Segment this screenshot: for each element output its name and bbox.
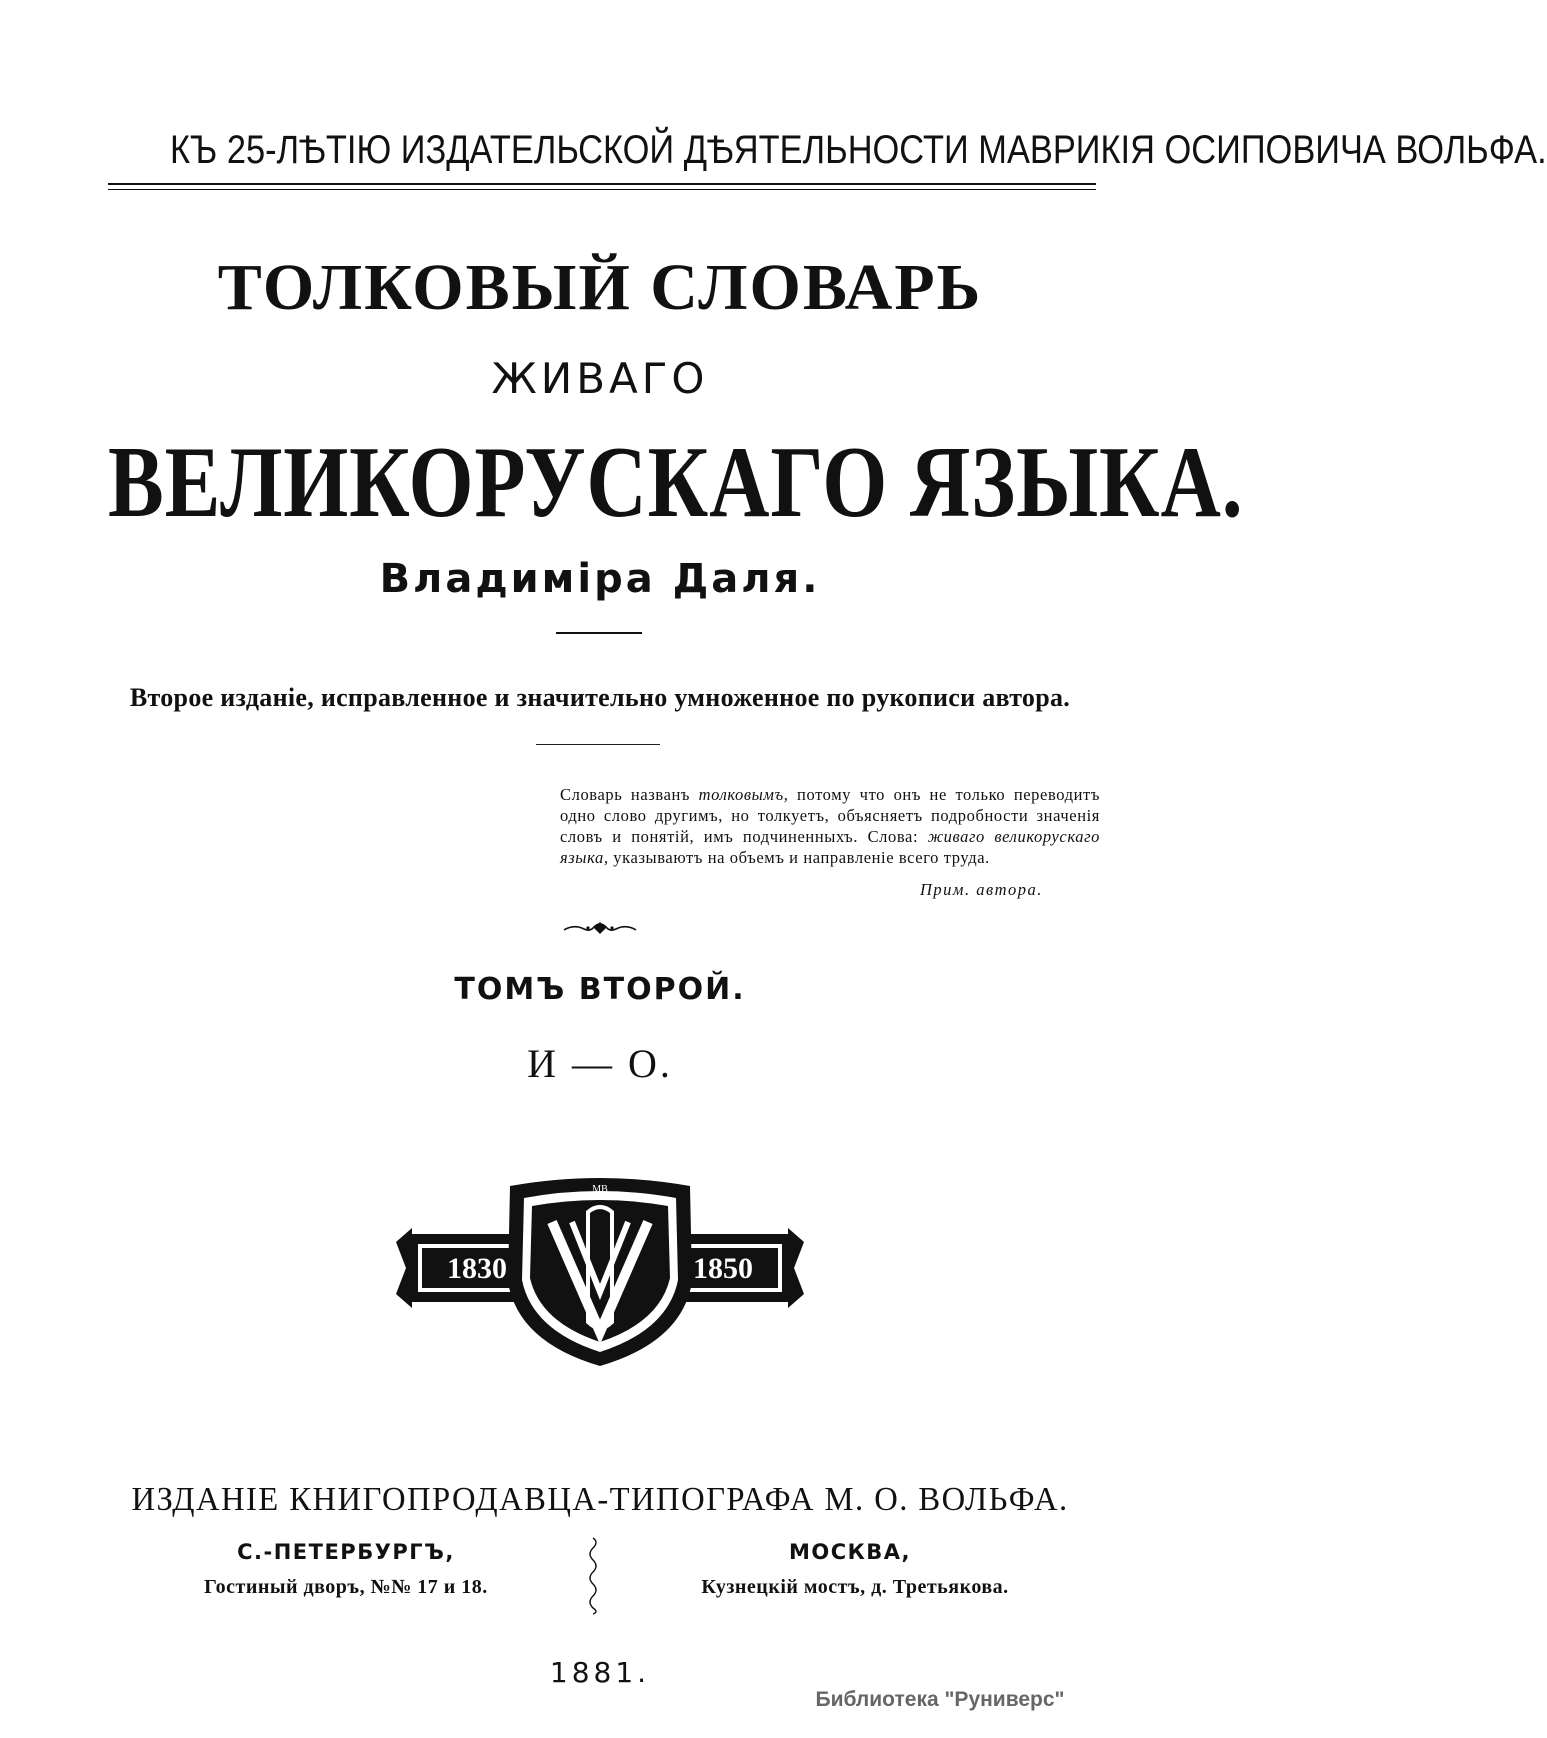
address-moscow: Кузнецкій мостъ, д. Третьякова. xyxy=(701,1576,1009,1598)
library-watermark: Библиотека "Руниверс" xyxy=(815,1688,1065,1711)
divider-rule xyxy=(556,632,642,634)
title-line-3: ВЕЛИКОРУСКАГО ЯЗЫКА. xyxy=(108,426,1244,539)
publisher-line: ИЗДАНІЕ КНИГОПРОДАВЦА-ТИПОГРАФА М. О. ВОЛЬФА. xyxy=(131,1481,1069,1518)
epigraph-signature: Прим. автора. xyxy=(920,880,1043,899)
author-epigraph xyxy=(560,784,1100,868)
emblem-monogram: МВ xyxy=(592,1184,608,1195)
epigraph-text-1: Словарь названъ xyxy=(560,785,699,804)
emblem-year-left: 1830 xyxy=(447,1252,507,1285)
title-line-1: ТОЛКОВЫЙ СЛОВАРЬ xyxy=(217,251,983,324)
epigraph-text-3: указываютъ на объемъ и направленіе всего труда. xyxy=(608,848,990,867)
epigraph-text-2: потому что онъ не только переводитъ одно слово другимъ, но толкуетъ, объясняетъ подробности значенія словъ и понятій, имъ подчиненныхъ. Слова: xyxy=(560,785,1100,846)
publisher-emblem-icon xyxy=(392,1172,808,1370)
city-st-petersburg: С.-ПЕТЕРБУРГЪ, xyxy=(237,1540,455,1564)
divider-rule-thin xyxy=(536,744,660,745)
emblem-year-right: 1850 xyxy=(693,1252,753,1285)
header-rule-top xyxy=(108,183,1096,185)
volume-letter-range: И — О. xyxy=(527,1041,673,1086)
city-moscow: МОСКВА, xyxy=(788,1540,912,1564)
volume-label: ТОМЪ ВТОРОЙ. xyxy=(454,972,746,1007)
header-rule-bottom xyxy=(108,189,1096,190)
flourish-ornament-icon xyxy=(560,918,640,938)
jubilee-dedication: КЪ 25-ЛѢТІЮ ИЗДАТЕЛЬСКОЙ ДѢЯТЕЛЬНОСТИ МАВРИКІЯ ОСИПОВИЧА ВОЛЬФА. xyxy=(170,128,1547,172)
address-st-petersburg: Гостиный дворъ, №№ 17 и 18. xyxy=(204,1576,488,1598)
title-line-2: ЖИВАГО xyxy=(491,354,709,403)
publication-year: 1881. xyxy=(549,1656,651,1689)
brace-divider-icon xyxy=(585,1536,605,1616)
edition-note: Второе изданіе, исправленное и значительно умноженное по рукописи автора. xyxy=(129,683,1071,712)
epigraph-emphasis-1: толковымъ, xyxy=(698,785,789,804)
epigraph-emphasis-2: живаго великорускаго языка, xyxy=(560,827,1100,867)
author-name: Владиміра Даля. xyxy=(379,556,821,602)
